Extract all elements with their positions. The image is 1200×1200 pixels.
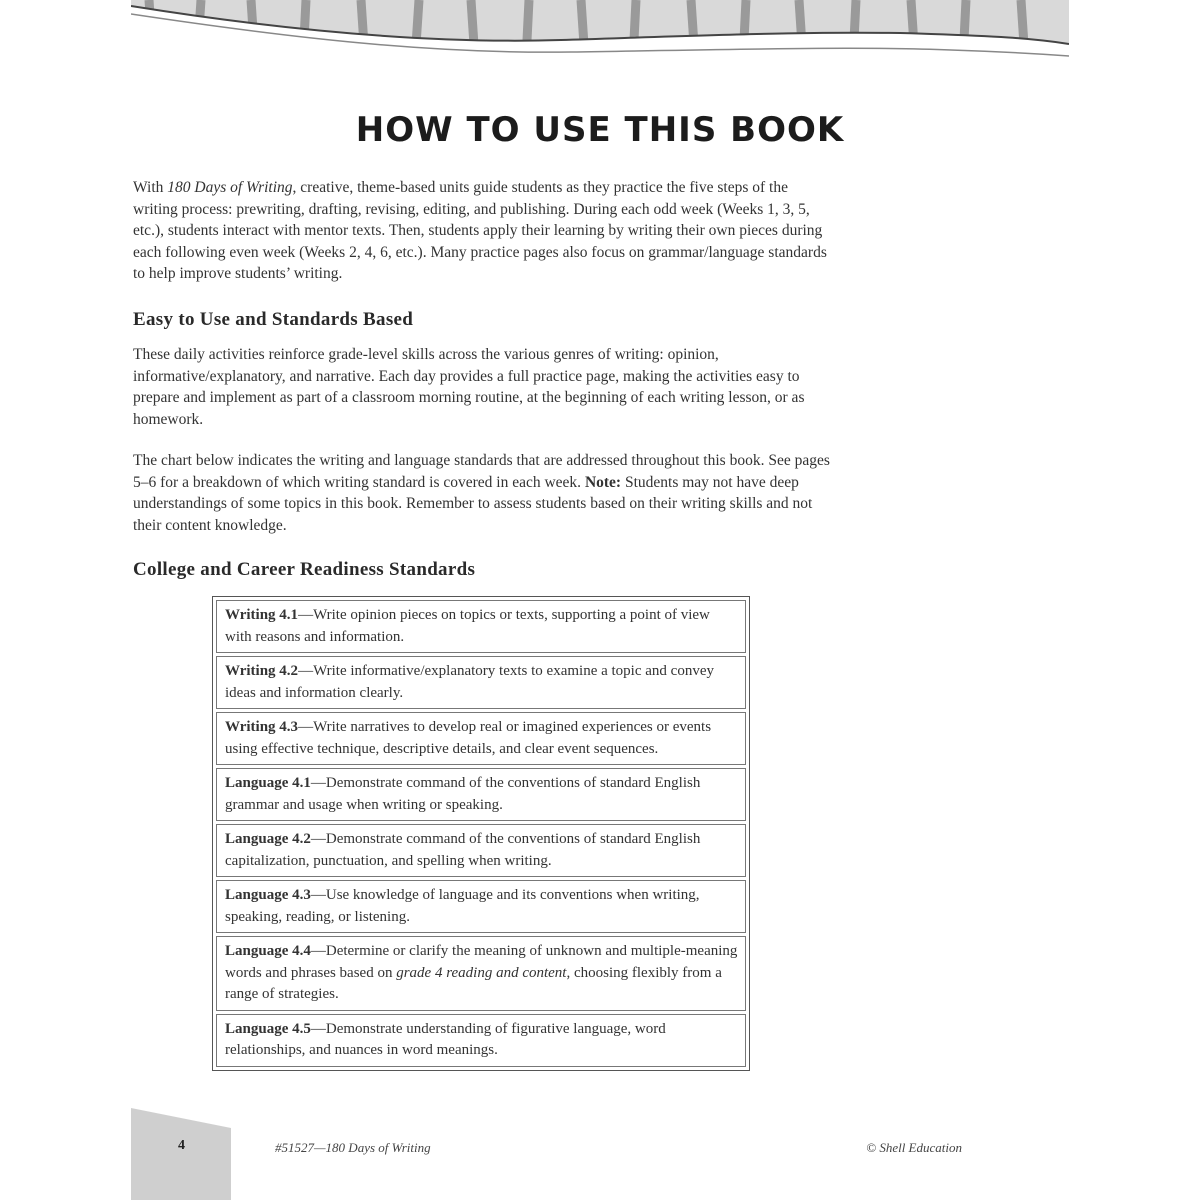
standard-language-4-4 bbox=[216, 936, 746, 1011]
standard-language-4-1 bbox=[216, 768, 746, 821]
intro-book-title: 180 Days of Writing bbox=[167, 179, 293, 196]
section1-paragraph-2-text: The chart below indicates the writing and language standards that are addressed throughout this book. See pages 5–6 for a breakdown of which writing standard is covered in each week. bbox=[133, 452, 830, 491]
standard-label: Language 4.3 bbox=[225, 887, 311, 903]
standard-writing-4-3 bbox=[216, 712, 746, 765]
standard-label: Writing 4.3 bbox=[225, 719, 299, 735]
standard-label: Writing 4.1 bbox=[225, 607, 299, 623]
section1-paragraph-2 bbox=[133, 450, 833, 536]
intro-prefix: With bbox=[133, 179, 168, 196]
decorative-tree-banner bbox=[131, 0, 1069, 72]
footer-page-tab bbox=[131, 1108, 231, 1200]
standard-label: Language 4.2 bbox=[225, 831, 311, 847]
standard-writing-4-2 bbox=[216, 656, 746, 709]
standard-label: Language 4.1 bbox=[225, 775, 311, 791]
standard-label: Writing 4.2 bbox=[225, 663, 299, 679]
intro-paragraph bbox=[133, 177, 833, 285]
standard-language-4-5 bbox=[216, 1014, 746, 1067]
section-heading-standards: College and Career Readiness Standards bbox=[133, 559, 476, 580]
standard-writing-4-1 bbox=[216, 600, 746, 653]
standard-text-emphasis: grade 4 reading and content bbox=[396, 964, 567, 981]
section-heading-easy-to-use: Easy to Use and Standards Based bbox=[133, 309, 414, 330]
note-text: Students may not have deep understandings of some topics in this book. Remember to assess students based on their writing skills and not their content knowledge. bbox=[133, 473, 813, 534]
standard-text: —Demonstrate understanding of figurative language, word relationships, and nuances in word meanings. bbox=[225, 1020, 666, 1058]
standard-language-4-2 bbox=[216, 824, 746, 877]
note-label: Note: bbox=[584, 473, 622, 491]
standard-text: —Write opinion pieces on topics or texts, supporting a point of view with reasons and information. bbox=[225, 607, 710, 645]
page-title: HOW TO USE THIS BOOK bbox=[355, 110, 845, 150]
standard-text: —Use knowledge of language and its conventions when writing, speaking, reading, or listening. bbox=[225, 887, 700, 925]
standard-language-4-3 bbox=[216, 880, 746, 933]
standard-label: Language 4.5 bbox=[225, 1020, 311, 1037]
standards-table bbox=[212, 596, 750, 1071]
page-number: 4 bbox=[178, 1138, 185, 1153]
standard-text: —Demonstrate command of the conventions of standard English grammar and usage when writing or speaking. bbox=[225, 775, 701, 813]
standard-text: —Write narratives to develop real or imagined experiences or events using effective technique, descriptive details, and clear event sequences. bbox=[225, 719, 712, 757]
intro-text: , creative, theme-based units guide students as they practice the five steps of the writing process: prewriting, drafting, revising, editing, and publishing. During each odd week (Weeks 1, 3, 5, etc.), students interact with mentor texts. Then, students apply their learning by writing their own pieces during each following even week (Weeks 2, 4, 6, etc.). Many practice pages also focus on grammar/language standards to help improve students’ writing. bbox=[133, 179, 827, 282]
standard-text: , choosing flexibly from a range of strategies. bbox=[225, 964, 722, 1002]
section1-paragraph-1: These daily activities reinforce grade-level skills across the various genres of writing: opinion, informative/explanatory, and narrative. Each day provides a full practice page, making the activities easy to prepare and implement as part of a classroom morning routine, at the beginning of each writing lesson, or as homework. bbox=[133, 346, 805, 428]
footer-book-reference: #51527—180 Days of Writing bbox=[275, 1140, 431, 1155]
standard-text: —Write informative/explanatory texts to examine a topic and convey ideas and information clearly. bbox=[225, 663, 714, 701]
footer-copyright: © Shell Education bbox=[866, 1140, 962, 1155]
standard-text: —Determine or clarify the meaning of unknown and multiple-meaning words and phrases based on bbox=[225, 943, 738, 981]
standard-label: Language 4.4 bbox=[225, 943, 311, 959]
standard-text: —Demonstrate command of the conventions of standard English capitalization, punctuation, and spelling when writing. bbox=[225, 831, 701, 869]
